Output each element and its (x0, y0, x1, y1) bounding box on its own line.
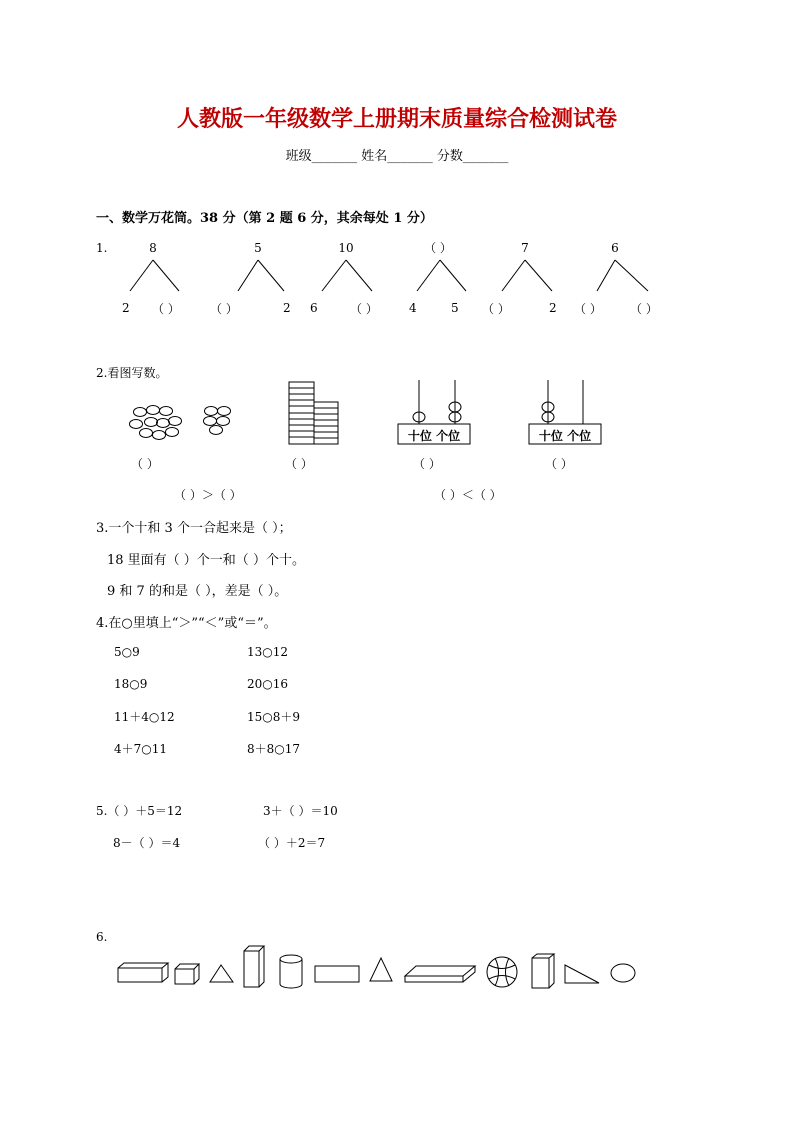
q4-item: 15○8＋9 (247, 710, 301, 724)
q1-label: 1. (96, 241, 108, 255)
abacus-1 (398, 380, 470, 444)
tree4-right: 5 (451, 301, 459, 315)
q5-item: 3＋（ ）＝10 (263, 804, 338, 818)
q2-blank-1: （ ） (131, 457, 159, 471)
tree1-left: 2 (122, 301, 130, 315)
q3-line1: 3.一个十和 3 个一合起来是（ ）； (96, 521, 292, 536)
shape-cuboid-long (118, 963, 168, 982)
tree4-top: （ ） (424, 241, 452, 255)
tree2-branches (238, 260, 284, 291)
section1-heading: 一、数学万花筒。38 分（第 2 题 6 分，其余每处 1 分） (96, 211, 433, 226)
q2-compare-greater: （ ）＞（ ） (174, 488, 242, 502)
shape-cuboid-tall (244, 946, 264, 987)
shape-cuboid-tall-2 (532, 954, 554, 988)
tree5-top: 7 (521, 241, 529, 255)
student-info-line: 班级_______ 姓名_______ 分数_______ (285, 149, 509, 164)
q6-label: 6. (96, 930, 108, 944)
shape-triangle (210, 965, 233, 982)
tree3-left: 6 (310, 301, 318, 315)
q4-item: 5○9 (114, 645, 140, 659)
tree3-top: 10 (338, 241, 354, 255)
q2-blank-4: （ ） (545, 457, 573, 471)
shape-right-triangle (565, 965, 599, 983)
tree2-left: （ ） (210, 302, 238, 316)
q4-item: 20○16 (247, 677, 289, 691)
tree5-branches (502, 260, 552, 291)
tree2-top: 5 (254, 241, 262, 255)
q5-item: 5.（ ）＋5＝12 (96, 804, 183, 818)
q2-blank-2: （ ） (285, 457, 313, 471)
tree6-right: （ ） (630, 302, 658, 316)
q4-item: 13○12 (247, 645, 289, 659)
page-title: 人教版一年级数学上册期末质量综合检测试卷 (176, 107, 617, 132)
block-stack-tall (289, 382, 314, 444)
tree5-left: （ ） (482, 302, 510, 316)
shape-oval (611, 964, 635, 982)
q2-blank-3: （ ） (413, 457, 441, 471)
q4-item: 11＋4○12 (114, 710, 175, 724)
q4-item: 8＋8○17 (247, 742, 301, 756)
bead-cluster-five (204, 407, 231, 435)
tree1-branches (130, 260, 179, 291)
tree5-right: 2 (549, 301, 557, 315)
abacus1-label: 十位 个位 (407, 429, 461, 443)
abacus-2 (529, 380, 601, 444)
q4-item: 18○9 (114, 677, 148, 691)
tree2-right: 2 (283, 301, 291, 315)
shape-cylinder (280, 955, 302, 988)
tree6-left: （ ） (574, 302, 602, 316)
shape-rectangle (315, 966, 359, 982)
q2-compare-less: （ ）＜（ ） (434, 488, 502, 502)
shape-ball (487, 957, 517, 987)
block-stack-short (314, 402, 338, 444)
q2-label: 2.看图写数。 (96, 366, 168, 380)
q3-line2: 18 里面有（ ）个一和（ ）个十。 (107, 553, 305, 568)
abacus2-label: 十位 个位 (538, 429, 592, 443)
q3-line3: 9 和 7 的和是（ ），差是（ ）。 (107, 584, 288, 599)
tree1-right: （ ） (152, 302, 180, 316)
shape-cube (175, 964, 199, 984)
shape-flat-cuboid (405, 966, 475, 982)
tree3-branches (322, 260, 372, 291)
tree1-top: 8 (149, 241, 157, 255)
tree3-right: （ ） (350, 302, 378, 316)
tree4-left: 4 (409, 301, 417, 315)
tree4-branches (417, 260, 466, 291)
q4-item: 4＋7○11 (114, 742, 168, 756)
q5-item: （ ）＋2＝7 (258, 836, 326, 850)
bead-cluster-ten (130, 406, 182, 440)
tree6-branches (597, 260, 648, 291)
q4-heading: 4.在○里填上“＞”“＜”或“＝”。 (96, 616, 277, 631)
q5-item: 8－（ ）＝4 (113, 836, 181, 850)
shape-triangle-2 (370, 958, 392, 981)
tree6-top: 6 (611, 241, 619, 255)
